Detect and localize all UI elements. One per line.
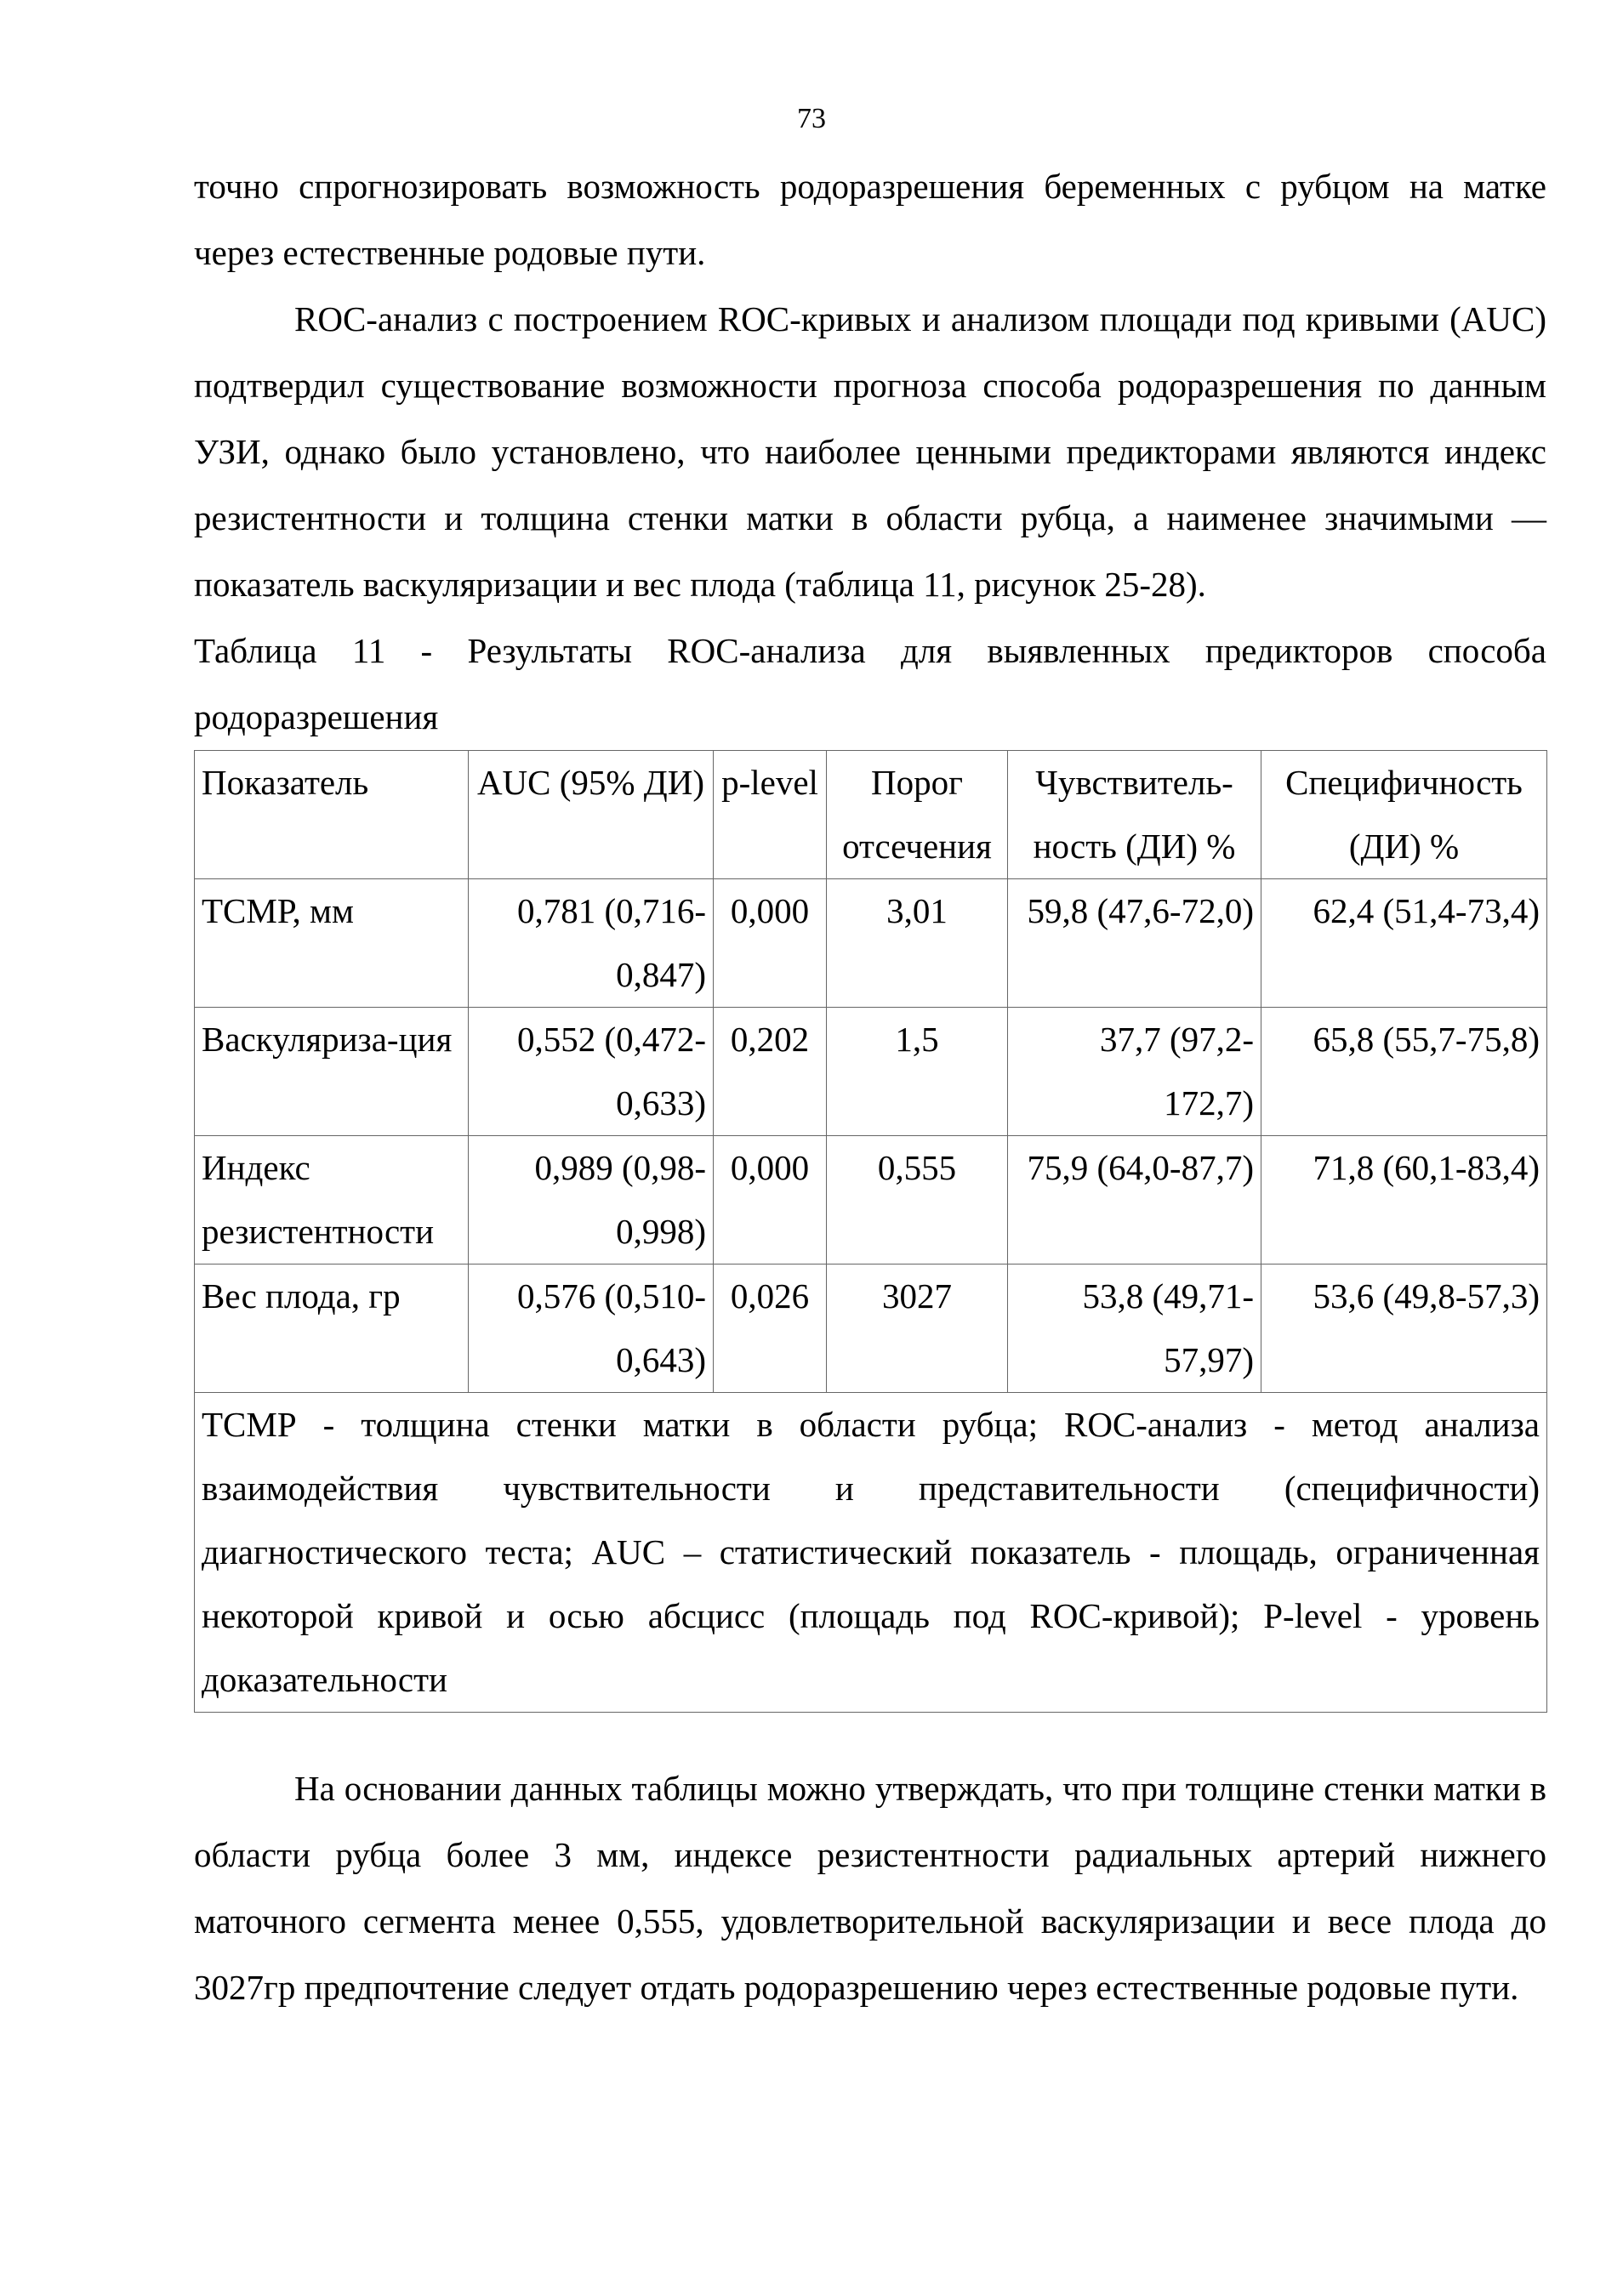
cell-sensitivity: 53,8 (49,71-57,97) [1008, 1265, 1261, 1393]
table-row [195, 1265, 1547, 1393]
cell-threshold: 3,01 [827, 879, 1008, 1008]
cell-auc: 0,781 (0,716-0,847) [469, 879, 714, 1008]
paragraph-roc-analysis: ROC-анализ с построением ROC-кривых и анализом площади под кривыми (AUC) подтвердил существование возможности прогноза способа родоразрешения по данным УЗИ, однако было установлено, что наиболее ценными предикторами являются индекс резистентности и толщина стенки матки в области рубца, а наименее значимыми — показатель васкуляризации и вес плода (таблица 11, рисунок 25-28). [194, 299, 1546, 604]
cell-p-level: 0,000 [714, 1136, 827, 1265]
cell-p-level: 0,000 [714, 879, 827, 1008]
cell-p-level: 0,026 [714, 1265, 827, 1393]
cell-specificity: 53,6 (49,8-57,3) [1261, 1265, 1547, 1393]
cell-specificity: 71,8 (60,1-83,4) [1261, 1136, 1547, 1265]
cell-threshold: 0,555 [827, 1136, 1008, 1265]
cell-threshold: 3027 [827, 1265, 1008, 1393]
cell-sensitivity: 75,9 (64,0-87,7) [1008, 1136, 1261, 1265]
cell-sensitivity: 59,8 (47,6-72,0) [1008, 879, 1261, 1008]
cell-p-level: 0,202 [714, 1008, 827, 1136]
document-body [194, 153, 1546, 2020]
header-p-level: p-level [714, 751, 827, 879]
header-threshold: Порог отсечения [827, 751, 1008, 879]
header-sensitivity: Чувствитель-ность (ДИ) % [1008, 751, 1261, 879]
cell-specificity: 62,4 (51,4-73,4) [1261, 879, 1547, 1008]
header-specificity: Специфичность (ДИ) % [1261, 751, 1547, 879]
cell-threshold: 1,5 [827, 1008, 1008, 1136]
paragraph-intro: точно спрогнозировать возможность родоразрешения беременных с рубцом на матке через естественные родовые пути. [194, 167, 1546, 272]
header-indicator: Показатель [195, 751, 469, 879]
cell-specificity: 65,8 (55,7-75,8) [1261, 1008, 1547, 1136]
cell-indicator: Вес плода, гр [195, 1265, 469, 1393]
cell-auc: 0,552 (0,472-0,633) [469, 1008, 714, 1136]
roc-results-table [194, 750, 1547, 1713]
table-note-row [195, 1393, 1547, 1713]
cell-auc: 0,989 (0,98-0,998) [469, 1136, 714, 1265]
paragraph-conclusion: На основании данных таблицы можно утверждать, что при толщине стенки матки в области рубца более 3 мм, индексе резистентности радиальных артерий нижнего маточного сегмента менее 0,555, удовлетворительной васкуляризации и весе плода до 3027гр предпочтение следует отдать родоразрешению через естественные родовые пути. [194, 1769, 1546, 2007]
table-row [195, 879, 1547, 1008]
header-auc: AUC (95% ДИ) [469, 751, 714, 879]
cell-indicator: Васкуляриза-ция [195, 1008, 469, 1136]
table-caption: Таблица 11 - Результаты ROC-анализа для выявленных предикторов способа родоразрешения [194, 631, 1546, 736]
table-note: ТСМР - толщина стенки матки в области рубца; ROC-анализ - метод анализа взаимодействия чувствительности и представительности (специфичности) диагностического теста; AUC – статистический показатель - площадь, ограниченная некоторой кривой и осью абсцисс (площадь под ROC-кривой); P-level - уровень доказательности [195, 1393, 1547, 1713]
table-row [195, 1136, 1547, 1265]
table-header-row [195, 751, 1547, 879]
page-number: 73 [797, 103, 826, 134]
cell-indicator: ТСМР, мм [195, 879, 469, 1008]
cell-sensitivity: 37,7 (97,2-172,7) [1008, 1008, 1261, 1136]
cell-auc: 0,576 (0,510-0,643) [469, 1265, 714, 1393]
cell-indicator: Индекс резистентности [195, 1136, 469, 1265]
table-row [195, 1008, 1547, 1136]
